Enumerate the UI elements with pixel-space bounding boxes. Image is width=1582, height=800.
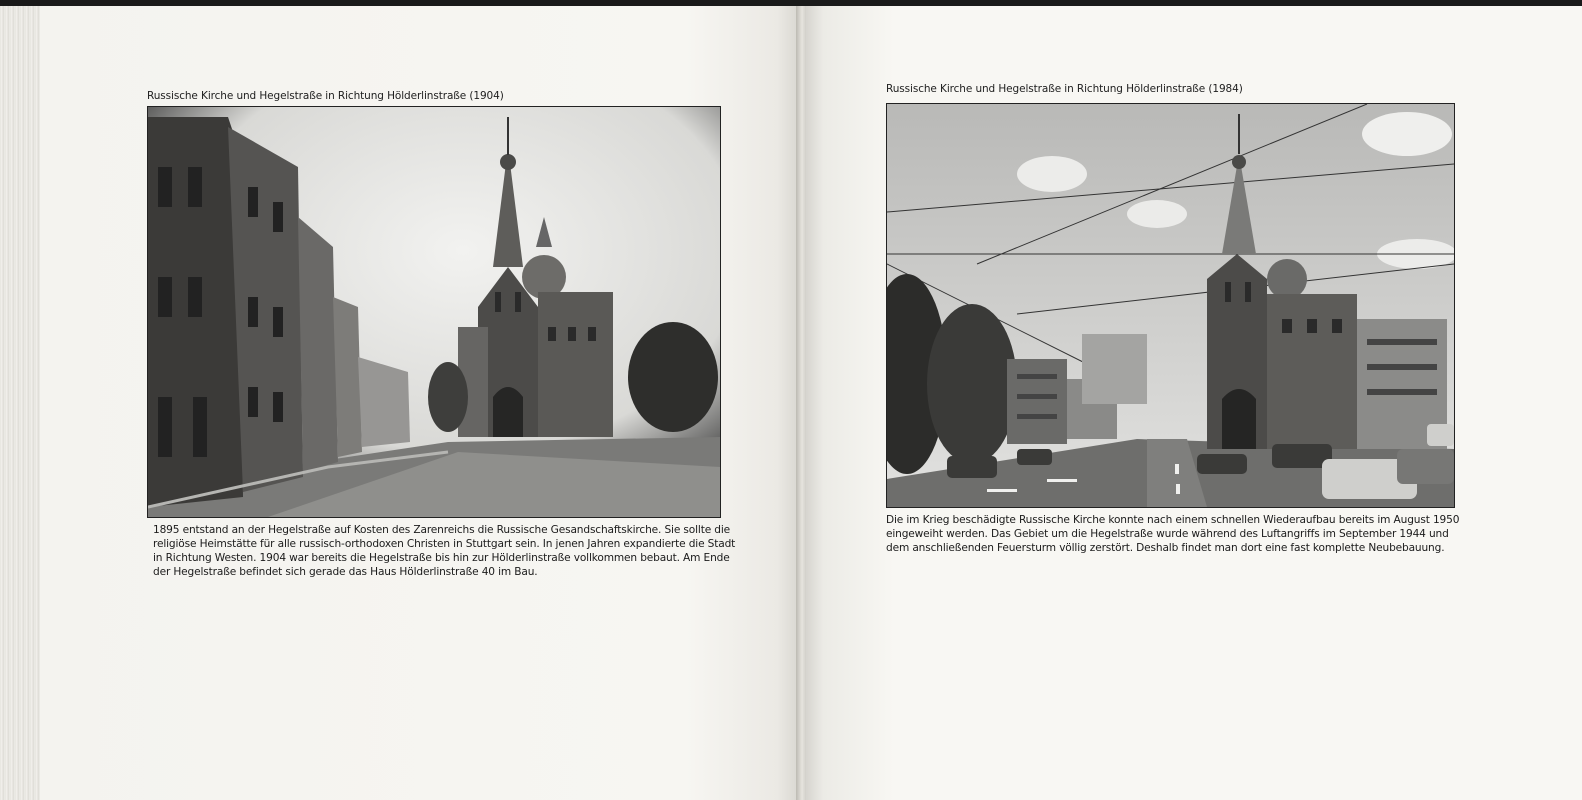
left-body-line: 1895 entstand an der Hegelstraße auf Kosten des Zarenreichs die Russische Gesandschaftskirche. Sie sollte die: [153, 524, 731, 536]
left-photo-caption: Russische Kirche und Hegelstraße in Richtung Hölderlinstraße (1904): [147, 90, 504, 102]
left-body-line: religiöse Heimstätte für alle russisch-orthodoxen Christen in Stuttgart sein. In jenen Jahren expandierte die Stadt: [153, 538, 736, 550]
street-photo-1984-icon: [886, 103, 1455, 508]
left-body-line: der Hegelstraße befindet sich gerade das Haus Hölderlinstraße 40 im Bau.: [153, 566, 538, 578]
book-spread: [0, 6, 1582, 800]
left-body-text: [153, 523, 735, 579]
book-gutter: [796, 6, 806, 800]
right-body-line: Die im Krieg beschädigte Russische Kirche konnte nach einem schnellen Wiederaufbau bereits im August 1950: [886, 514, 1460, 526]
right-photo-caption: Russische Kirche und Hegelstraße in Richtung Hölderlinstraße (1984): [886, 83, 1243, 95]
left-body-line: in Richtung Westen. 1904 war bereits die Hegelstraße bis hin zur Hölderlinstraße vollkommen bebaut. Am Ende: [153, 552, 730, 564]
historic-photo-1904-icon: [147, 106, 721, 518]
right-body-line: eingeweiht werden. Das Gebiet um die Hegelstraße wurde während des Luftangriffs im September 1944 und: [886, 528, 1449, 540]
page-edges: [0, 6, 40, 800]
right-body-text: [886, 513, 1459, 555]
right-body-line: dem anschließenden Feuersturm völlig zerstört. Deshalb findet man dort eine fast komplette Neubebauung.: [886, 542, 1445, 554]
